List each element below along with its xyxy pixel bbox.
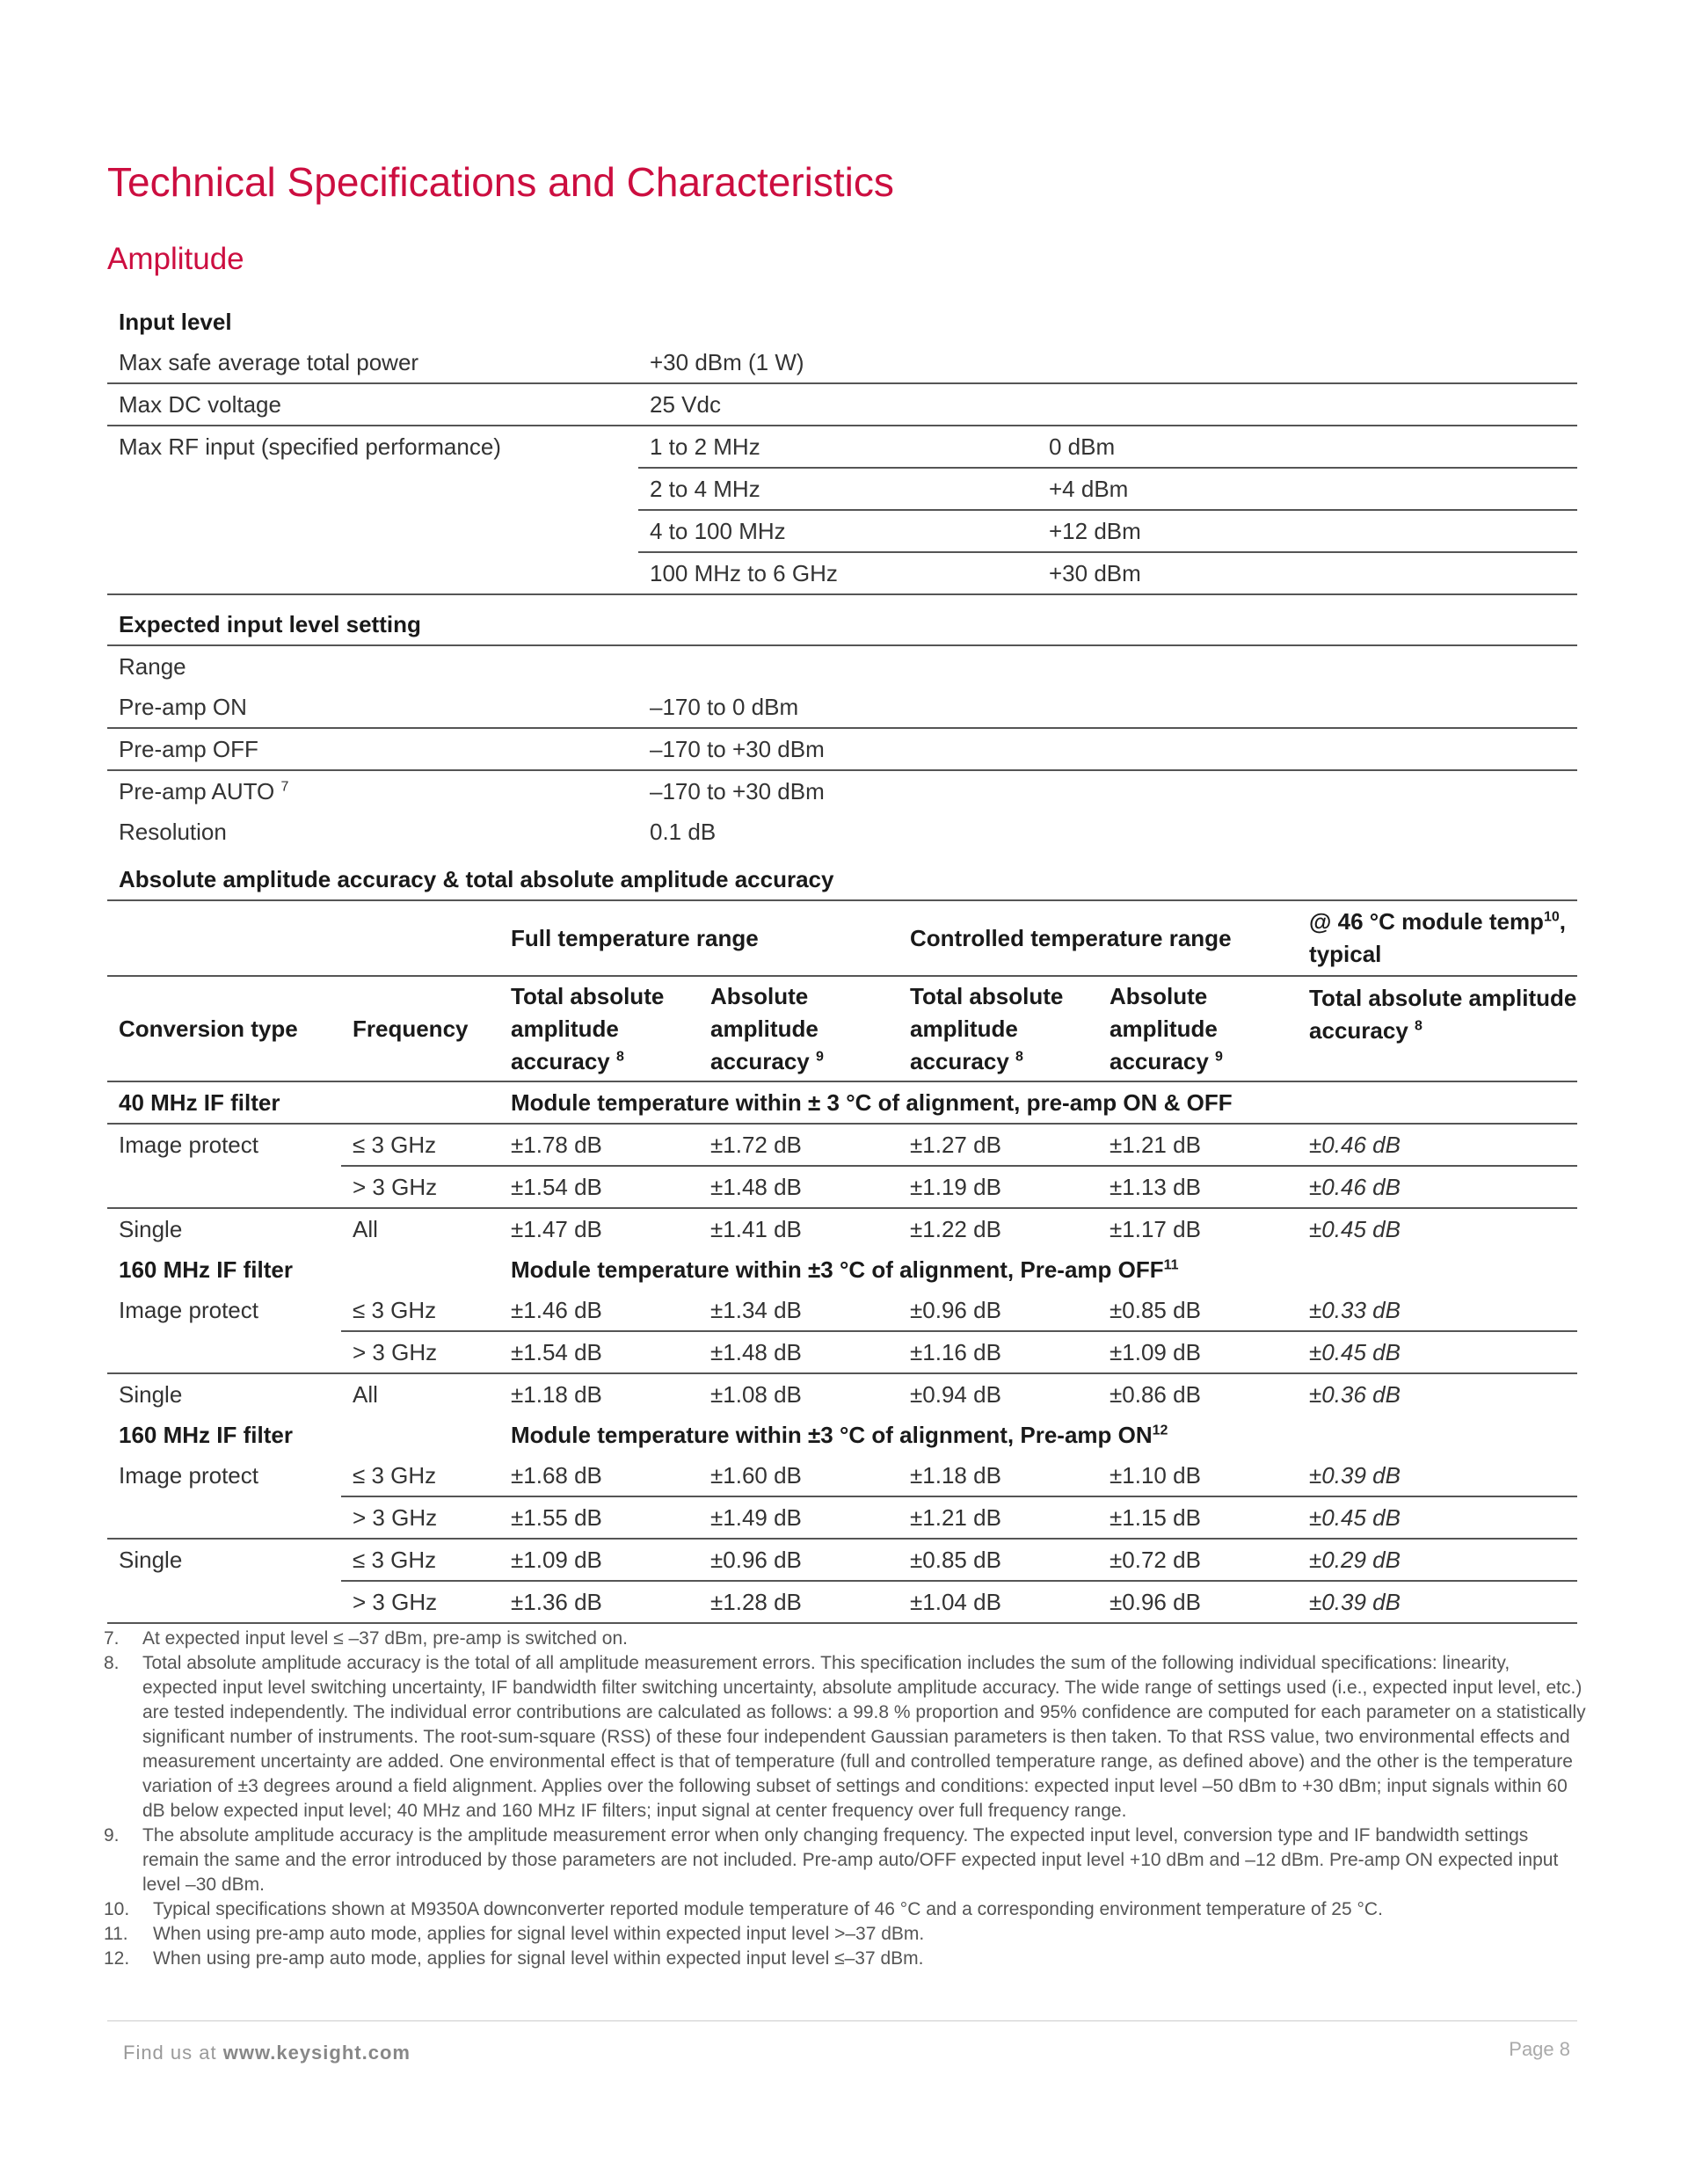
spec-label-cell <box>107 770 638 812</box>
footer-label: Find us at <box>123 2042 223 2064</box>
value-cell: ±0.85 dB <box>899 1539 1098 1581</box>
filter-label: 40 MHz IF filter <box>107 1081 499 1124</box>
spec-frequency: 4 to 100 MHz <box>638 510 1037 552</box>
value-cell: ±1.18 dB <box>511 1380 602 1408</box>
table-row <box>107 1290 1577 1331</box>
footnote-ref: 11 <box>1163 1256 1179 1272</box>
spec-value: 25 Vdc <box>638 383 1577 426</box>
value-cell: ±1.17 dB <box>1110 1215 1201 1242</box>
value-cell: ±1.68 dB <box>499 1455 699 1496</box>
col-conversion-type: Conversion type <box>107 976 341 1081</box>
value-cell: ±1.19 dB <box>899 1166 1098 1208</box>
expected-input-heading: Expected input level setting <box>107 604 1577 645</box>
frequency: > 3 GHz <box>341 1331 499 1373</box>
typical-value-cell: ±0.33 dB <box>1298 1290 1577 1331</box>
conversion-type: Single <box>119 1215 183 1242</box>
col-typical-total <box>1298 976 1577 1081</box>
spec-value: 0.1 dB <box>650 818 717 845</box>
table-row <box>107 1455 1577 1496</box>
section-condition <box>499 1249 1577 1290</box>
value-cell: ±1.72 dB <box>699 1124 899 1166</box>
typical-value-cell: ±0.46 dB <box>1298 1124 1577 1166</box>
footnote <box>104 1947 1590 1971</box>
frequency: ≤ 3 GHz <box>341 1539 499 1581</box>
col-total-abs-controlled <box>899 976 1098 1081</box>
footnote-ref: 12 <box>1152 1422 1168 1438</box>
table-row <box>107 1166 1577 1208</box>
value-cell: ±1.15 dB <box>1098 1496 1298 1539</box>
footnote-ref: 10 <box>1543 909 1560 925</box>
conversion-type <box>107 1331 341 1373</box>
table-row <box>107 552 1577 594</box>
spec-label: Max DC voltage <box>107 383 638 426</box>
spec-value: 0 dBm <box>1037 426 1577 468</box>
spec-label: Pre-amp ON <box>107 687 638 728</box>
spec-frequency: 2 to 4 MHz <box>638 468 1037 510</box>
footnote-text: When using pre-amp auto mode, applies for signal level within expected input level >–37 dBm. <box>153 1924 925 1944</box>
col-label: Total absolute amplitude accuracy <box>1309 985 1577 1044</box>
value-cell: ±1.54 dB <box>499 1166 699 1208</box>
spec-frequency: 1 to 2 MHz <box>638 426 1037 468</box>
col-frequency: Frequency <box>341 976 499 1081</box>
footnote-text: Total absolute amplitude accuracy is the total of all amplitude measurement errors. This specification includes the sum of the following individual specifications: linearity, expected input level switching uncertainty, IF bandwidth filter switching uncertainty, absolute amplitude accuracy. The wide range of settings used (i.e., expected input level, etc.) are tested independently. The individual error contributions are calculated as follows: a 99.8 % proportion and 95% confidence are computed for each parameter on a statistically significant number of instruments. The root-sum-square (RSS) of these four independent Gaussian parameters is then taken. To that RSS value, two environmental effects and measurement uncertainty are added. One environmental effect is that of temperature (full and controlled temperature range, as defined above) and the other is the temperature variation of ±3 degrees around a field alignment. Applies over the following subset of settings and conditions: expected input level –50 dBm to +30 dBm; input signals within 60 dB below expected input level; 40 MHz and 160 MHz IF filters; input signal at center frequency over full frequency range. <box>142 1653 1586 1821</box>
value-cell: ±1.60 dB <box>699 1455 899 1496</box>
spec-label: Pre-amp AUTO <box>119 777 275 804</box>
expected-input-table <box>107 604 1577 852</box>
spec-label: Max RF input (specified performance) <box>119 433 501 460</box>
table-row <box>107 342 1577 383</box>
spec-value: +30 dBm (1 W) <box>638 342 1577 383</box>
value-cell: ±1.09 dB <box>499 1539 699 1581</box>
value-cell: ±0.94 dB <box>910 1380 1001 1408</box>
typical-header-text: typical <box>1309 941 1382 967</box>
value-cell: ±1.46 dB <box>499 1290 699 1331</box>
value-cell: ±1.55 dB <box>499 1496 699 1539</box>
spec-value: –170 to +30 dBm <box>638 728 1577 770</box>
value-cell: ±1.04 dB <box>899 1581 1098 1623</box>
empty-cell <box>107 900 341 976</box>
section-header-row <box>107 1249 1577 1290</box>
conversion-type: Single <box>119 1380 183 1408</box>
footnote-text: Typical specifications shown at M9350A downconverter reported module temperature of 46 °C and a corresponding environment temperature of 25 °C. <box>153 1899 1383 1919</box>
footnote <box>104 1922 1590 1947</box>
col-label: Total absolute amplitude accuracy <box>910 982 1064 1074</box>
footnote <box>104 1824 1590 1897</box>
full-temp-header: Full temperature range <box>499 900 899 976</box>
conversion-type <box>107 1581 341 1623</box>
footnote-number: 8. <box>104 1653 120 1673</box>
spec-value: –170 to 0 dBm <box>638 687 1577 728</box>
col-total-abs-full <box>499 976 699 1081</box>
filter-label: 160 MHz IF filter <box>119 1421 293 1448</box>
controlled-temp-header: Controlled temperature range <box>899 900 1298 976</box>
typical-header <box>1298 900 1577 976</box>
table-row <box>107 1581 1577 1623</box>
table-row <box>107 1373 1577 1415</box>
typical-value-cell: ±0.39 dB <box>1298 1455 1577 1496</box>
typical-value-cell: ±0.45 dB <box>1298 1331 1577 1373</box>
value-cell: ±0.96 dB <box>1098 1581 1298 1623</box>
table-row <box>107 510 1577 552</box>
footnote-number: 10. <box>104 1899 130 1919</box>
footnote-ref: 8 <box>1015 1048 1023 1064</box>
value-cell: ±1.47 dB <box>511 1215 602 1242</box>
conversion-type: Image protect <box>119 1462 258 1489</box>
value-cell: ±0.72 dB <box>1098 1539 1298 1581</box>
page-title: Technical Specifications and Characteristics <box>107 159 894 205</box>
footnote-ref: 8 <box>616 1048 624 1064</box>
empty-cell <box>107 510 638 552</box>
table-row <box>107 1539 1577 1581</box>
condition-text: Module temperature within ±3 °C of alignment, Pre-amp OFF <box>511 1256 1164 1283</box>
table-row <box>107 426 1577 468</box>
footnote-ref: 8 <box>1415 1018 1422 1034</box>
spec-frequency: 100 MHz to 6 GHz <box>638 552 1037 594</box>
empty-cell <box>107 552 638 594</box>
table-row <box>107 812 1577 852</box>
typical-value-cell: ±0.46 dB <box>1298 1166 1577 1208</box>
typical-value-cell: ±0.29 dB <box>1298 1539 1577 1581</box>
frequency: ≤ 3 GHz <box>341 1124 499 1166</box>
table-row <box>107 1208 1577 1249</box>
footnote-text: At expected input level ≤ –37 dBm, pre-amp is switched on. <box>142 1628 628 1649</box>
typical-header-text: @ 46 °C module temp <box>1309 908 1544 935</box>
table-row <box>107 468 1577 510</box>
input-level-heading-row <box>107 302 1577 342</box>
table-row <box>107 728 1577 770</box>
value-cell: ±1.36 dB <box>499 1581 699 1623</box>
spec-label: Resolution <box>119 818 227 845</box>
expected-input-heading-row <box>107 604 1577 645</box>
typical-value-cell: ±0.36 dB <box>1309 1380 1401 1408</box>
table-row <box>107 1496 1577 1539</box>
value-cell: ±1.41 dB <box>710 1215 802 1242</box>
footnote-number: 11. <box>104 1924 128 1944</box>
condition-text: Module temperature within ±3 °C of alignment, Pre-amp ON <box>511 1421 1153 1448</box>
value-cell: ±1.10 dB <box>1098 1455 1298 1496</box>
footnote <box>104 1651 1590 1824</box>
input-level-heading: Input level <box>119 308 232 335</box>
value-cell: ±0.96 dB <box>699 1539 899 1581</box>
col-label: Absolute amplitude accuracy <box>710 982 819 1074</box>
value-cell: ±1.16 dB <box>899 1331 1098 1373</box>
footnote-number: 7. <box>104 1628 120 1649</box>
frequency: > 3 GHz <box>341 1166 499 1208</box>
value-cell: ±0.86 dB <box>1110 1380 1201 1408</box>
empty-cell <box>107 468 638 510</box>
value-cell: ±1.78 dB <box>499 1124 699 1166</box>
footnote-text: The absolute amplitude accuracy is the amplitude measurement error when only changing frequency. The expected input level, conversion type and IF bandwidth settings remain the same and the error introduced by those parameters are not included. Pre-amp auto/OFF expected input level +10 dBm and –12 dBm. Pre-amp ON expected input level –30 dBm. <box>142 1825 1559 1895</box>
input-level-table <box>107 302 1577 595</box>
value-cell: ±1.54 dB <box>499 1331 699 1373</box>
value-cell: ±1.49 dB <box>699 1496 899 1539</box>
typical-value-cell: ±0.39 dB <box>1298 1581 1577 1623</box>
frequency: ≤ 3 GHz <box>341 1455 499 1496</box>
footer-link[interactable]: www.keysight.com <box>222 2042 411 2064</box>
typical-value-cell: ±0.45 dB <box>1298 1496 1577 1539</box>
table-row <box>107 770 1577 812</box>
footnote <box>104 1627 1590 1651</box>
frequency: All <box>353 1215 378 1242</box>
footer-find-us <box>123 2042 411 2064</box>
value-cell: ±1.48 dB <box>699 1166 899 1208</box>
value-cell: ±1.22 dB <box>910 1215 1001 1242</box>
frequency: All <box>353 1380 378 1408</box>
frequency: ≤ 3 GHz <box>341 1290 499 1331</box>
table-row <box>107 687 1577 728</box>
accuracy-heading: Absolute amplitude accuracy & total absolute amplitude accuracy <box>119 866 834 892</box>
footnote-ref: 9 <box>1215 1048 1223 1064</box>
section-header-row <box>107 1415 1577 1455</box>
condition-text: Module temperature within ± 3 °C of alignment, pre-amp ON & OFF <box>511 1088 1233 1116</box>
section-header-row <box>107 1081 1577 1124</box>
accuracy-table <box>107 899 1577 1624</box>
table-row <box>107 383 1577 426</box>
spec-value: +4 dBm <box>1037 468 1577 510</box>
footer-divider <box>107 2020 1577 2021</box>
footnote-number: 12. <box>104 1948 130 1969</box>
value-cell: ±1.18 dB <box>899 1455 1098 1496</box>
col-label: Absolute amplitude accuracy <box>1110 982 1218 1074</box>
value-cell: ±1.21 dB <box>899 1496 1098 1539</box>
spec-value: –170 to +30 dBm <box>650 777 825 804</box>
table-row <box>107 1331 1577 1373</box>
footnote-number: 9. <box>104 1825 120 1845</box>
column-header-row <box>107 976 1577 1081</box>
value-cell: ±1.48 dB <box>699 1331 899 1373</box>
section-condition <box>499 1081 1577 1124</box>
spec-value: +12 dBm <box>1037 510 1577 552</box>
footnote-ref: 7 <box>280 778 289 794</box>
value-cell: ±0.96 dB <box>899 1290 1098 1331</box>
col-abs-full <box>699 976 899 1081</box>
page-number: Page 8 <box>1509 2038 1570 2060</box>
spec-label: Max safe average total power <box>107 342 638 383</box>
filter-label: 160 MHz IF filter <box>119 1256 293 1283</box>
value-cell: ±1.34 dB <box>699 1290 899 1331</box>
conversion-type: Single <box>119 1547 183 1573</box>
frequency: > 3 GHz <box>341 1581 499 1623</box>
table-row <box>107 1124 1577 1166</box>
footnotes <box>104 1627 1590 1971</box>
value-cell: ±1.08 dB <box>710 1380 802 1408</box>
section-condition <box>499 1415 1577 1455</box>
section-title: Amplitude <box>107 242 244 276</box>
conversion-type: Image protect <box>119 1297 258 1323</box>
footnote-text: When using pre-amp auto mode, applies for signal level within expected input level ≤–37 dBm. <box>153 1948 924 1969</box>
range-label: Range <box>119 652 186 680</box>
value-cell: ±1.28 dB <box>699 1581 899 1623</box>
footnote <box>104 1897 1590 1922</box>
footnote-ref: 9 <box>816 1048 824 1064</box>
value-cell: ±0.85 dB <box>1098 1290 1298 1331</box>
frequency: > 3 GHz <box>341 1496 499 1539</box>
group-header-row <box>107 900 1577 976</box>
typical-header-comma: , <box>1559 908 1566 935</box>
typical-value-cell: ±0.45 dB <box>1309 1215 1401 1242</box>
value-cell: ±1.27 dB <box>899 1124 1098 1166</box>
table-row <box>107 645 1577 687</box>
col-label: Total absolute amplitude accuracy <box>511 982 665 1074</box>
conversion-type <box>107 1496 341 1539</box>
spec-label: Pre-amp OFF <box>107 728 638 770</box>
value-cell: ±1.09 dB <box>1098 1331 1298 1373</box>
conversion-type <box>107 1166 341 1208</box>
empty-cell <box>341 900 499 976</box>
value-cell: ±1.13 dB <box>1098 1166 1298 1208</box>
value-cell: ±1.21 dB <box>1098 1124 1298 1166</box>
col-abs-controlled <box>1098 976 1298 1081</box>
conversion-type: Image protect <box>119 1132 258 1158</box>
spec-value: +30 dBm <box>1037 552 1577 594</box>
